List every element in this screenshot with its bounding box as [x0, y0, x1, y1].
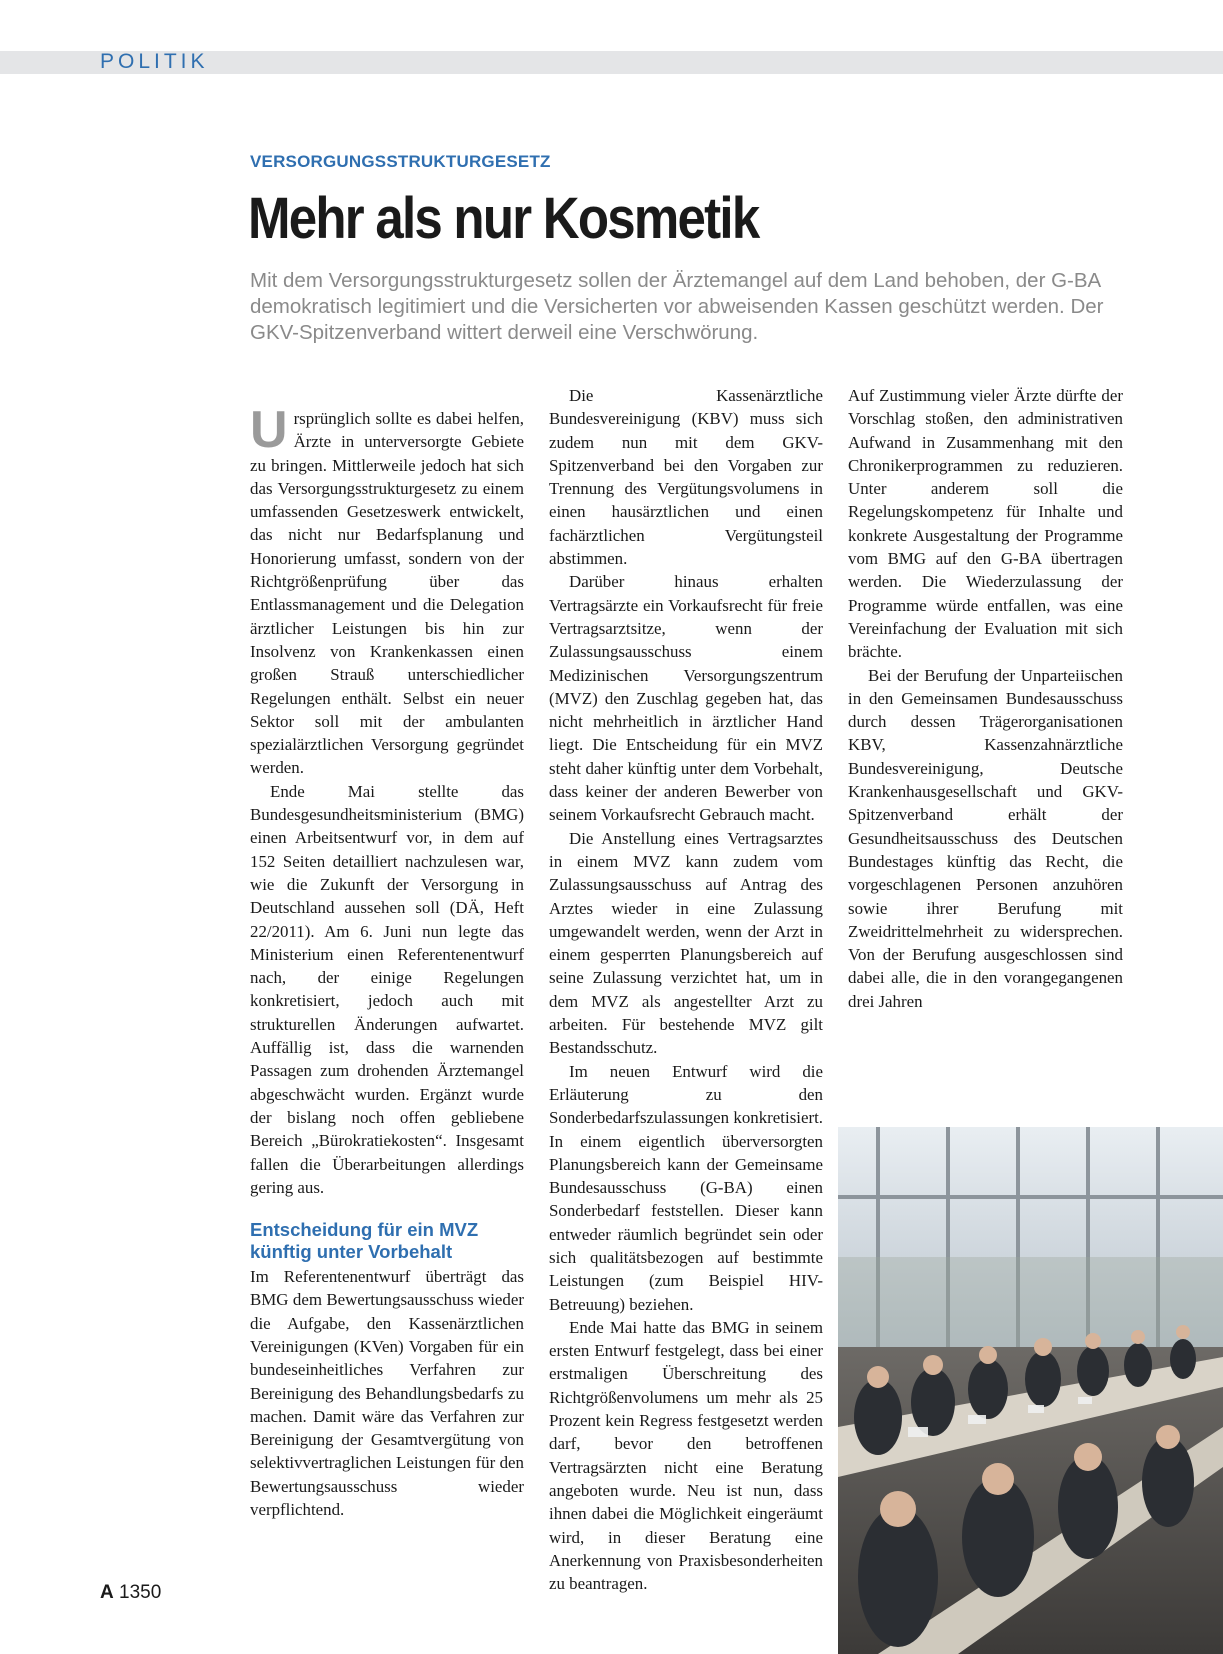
paragraph-8: Ende Mai hatte das BMG in seinem ersten Entwurf festgelegt, dass bei einer erstmaligen Überschreitung des Richtgrößenvolumens um mehr als 25 Prozent kein Regress festgesetzt werden darf, bevor den betroffenen Vertragsärzten nicht eine Beratung angeboten wurde. Neu ist nun, dass ihnen dabei die Möglichkeit eingeräumt wird, in dieser Beratung eine Anerkennung von Praxisbesonderheiten zu beantragen. [549, 1317, 823, 1594]
meeting-photo-image [838, 1127, 1223, 1654]
paragraph-3: Im Referentenentwurf überträgt das BMG dem Bewertungsausschuss wieder die Aufgabe, den Kassenärztlichen Vereinigungen (KVen) Vorgaben für ein bundeseinheitliches Verfahren zur Bereinigung des Behandlungsbedarfs zu machen. Damit wäre das Verfahren zur Bereinigung der Gesamtvergütung von selektivvertraglichen Leistungen für den Bewertungsausschuss wieder verpflichtend. [250, 1267, 524, 1520]
article-title: Mehr als nur Kosmetik [248, 186, 759, 251]
page-number [100, 1582, 161, 1604]
section-label: POLITIK [100, 50, 209, 73]
paragraph-9: Auf Zustimmung vieler Ärzte dürfte der Vorschlag stoßen, den administrativen Aufwand in Zusammenhang mit den Chronikerprogrammen zu reduzieren. Unter anderem soll die Regelungskompetenz für Inhalte und konkrete Ausgestaltung der Programme vom BMG auf den G-BA übertragen werden. Die Wiederzulassung der Programme würde entfallen, was eine Vereinfachung der Evaluation mit sich brächte. [848, 386, 1123, 662]
article-kicker: VERSORGUNGSSTRUKTURGESETZ [250, 152, 551, 171]
column-1 [250, 401, 524, 1521]
paragraph-6: Die Anstellung eines Vertragsarztes in einem MVZ kann zudem vom Zulassungsausschuss auf Antrag des Arztes wieder in eine Zulassung umgewandelt werden, wenn der Arzt in einem gesperrten Planungsbereich auf seine Zulassung verzichtet hat, um in dem MVZ als angestellter Arzt zu arbeiten. Für bestehende MVZ gilt Bestandsschutz. [549, 828, 823, 1058]
paragraph-1 [250, 401, 524, 780]
paragraph-10: Bei der Berufung der Unparteiischen in den Gemeinsamen Bundesausschuss durch dessen Trägerorganisationen KBV, Kassenzahnärztliche Bundesvereinigung, Deutsche Krankenhausgesellschaft und GKV-Spitzenverband erhält der Gesundheitsausschuss des Deutschen Bundestages künftig das Recht, die vorgeschlagenen Personen anzuhören sowie ihrer Berufung mit Zweidrittelmehrheit zu widersprechen. Von der Berufung ausgeschlossen sind dabei alle, die in den vorangegangenen drei Jahren [848, 665, 1123, 1011]
column-2 [549, 384, 823, 1595]
paragraph-4: Die Kassenärztliche Bundesvereinigung (KBV) muss sich zudem nun mit dem GKV-Spitzenverband bei den Vorgaben zur Trennung des Vergütungsvolumens in einen hausärztlichen und einen fachärztlichen Vergütungsteil abstimmen. [549, 386, 823, 569]
column-3 [848, 384, 1123, 1013]
paragraph-7: Im neuen Entwurf wird die Erläuterung zu den Sonderbedarfszulassungen konkretisiert. In einem eigentlich überversorgten Planungsbereich kann der Gemeinsame Bundesausschuss (G-BA) einen Sonderbedarf feststellen. Dieser kann entweder räumlich begründet sein oder sich qualitätsbezogen auf bestimmte Leistungen (zum Beispiel HIV-Betreuung) beziehen. [549, 1061, 823, 1314]
page-number-prefix: A [100, 1582, 114, 1603]
article-lead: Mit dem Versorgungsstrukturgesetz sollen der Ärztemangel auf dem Land behoben, der G-BA demokratisch legitimiert und die Versicherten vor abweisenden Kassen geschützt werden. Der GKV-Spitzenverband wittert derweil eine Verschwörung. [250, 269, 1104, 344]
page-number-value: 1350 [119, 1582, 162, 1603]
drop-cap: U [250, 401, 288, 459]
subheading: Entscheidung für ein MVZ künftig unter Vorbehalt [250, 1219, 479, 1263]
paragraph-2: Ende Mai stellte das Bundesgesundheitsministerium (BMG) einen Arbeitsentwurf vor, in dem auf 152 Seiten detailliert nachzulesen war, wie die Zukunft der Versorgung in Deutschland aussehen soll (DÄ, Heft 22/2011). Am 6. Juni nun legte das Ministerium einen Referentenentwurf nach, der einige Regelungen konkretisiert, jedoch auch mit strukturellen Änderungen aufwartet. Auffällig ist, dass die warnenden Passagen zum drohenden Ärztemangel abgeschwächt wurden. Ergänzt wurde der bislang noch offen gebliebene Bereich „Bürokratiekosten“. Insgesamt fallen die Überarbeitungen allerdings gering aus. [250, 781, 524, 1197]
paragraph-1-text: rsprünglich sollte es dabei helfen, Ärzte in unterversorgte Gebiete zu bringen. Mittlerweile jedoch hat sich das Versorgungsstrukturgesetz zu einem umfassenden Gesetzeswerk entwickelt, das nicht nur Bedarfsplanung und Honorierung umfasst, sondern von der Richtgrößenprüfung über das Entlassmanagement und die Delegation ärztlicher Leistungen bis hin zur Insolvenz von Krankenkassen einen großen Strauß unterschiedlicher Regelungen enthält. Selbst ein neuer Sektor soll mit der ambulanten spezialärztlichen Versorgung gegründet werden. [250, 409, 524, 778]
paragraph-5: Darüber hinaus erhalten Vertragsärzte ein Vorkaufsrecht für freie Vertragsarztsitze, wenn der Zulassungsausschuss einem Medizinischen Versorgungszentrum (MVZ) den Zuschlag gegeben hat, das nicht mehrheitlich in ärztlicher Hand liegt. Die Entscheidung für ein MVZ steht daher künftig unter dem Vorbehalt, dass keiner der anderen Bewerber von seinem Vorkaufsrecht Gebrauch macht. [549, 572, 823, 825]
meeting-photo [838, 1127, 1223, 1654]
